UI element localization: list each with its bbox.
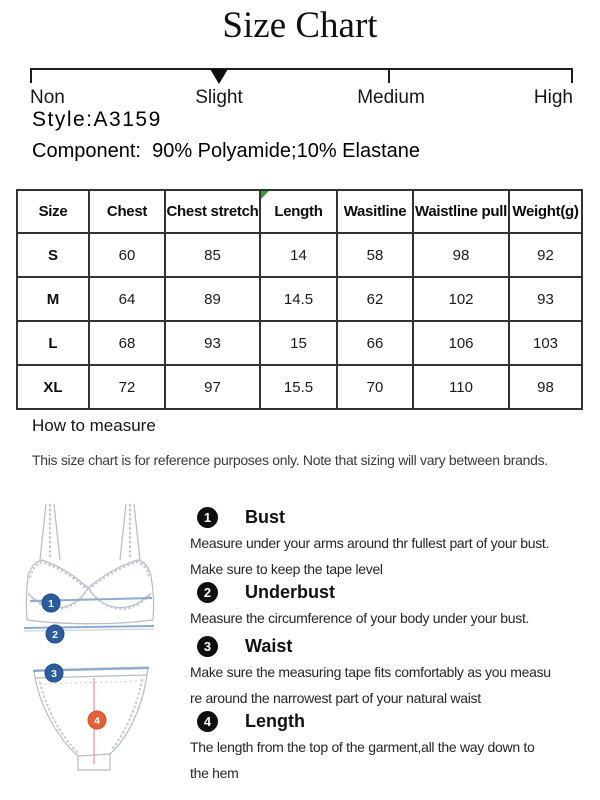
table-header-row: [17, 190, 582, 233]
cell-waistline-pull: 106: [413, 321, 509, 365]
cell-length: 15.5: [260, 365, 337, 409]
step-waist: [190, 635, 592, 711]
corner-flag-icon: [261, 191, 269, 199]
step-text-line: Make sure the measuring tape fits comfortably as you measu: [190, 664, 551, 680]
scale-label-slight: Slight: [195, 87, 243, 108]
cell-chest: 68: [89, 321, 165, 365]
cell-waistline: 62: [337, 277, 413, 321]
cell-chest: 64: [89, 277, 165, 321]
cell-size: XL: [17, 365, 89, 409]
cell-chest-stretch: 93: [165, 321, 260, 365]
cell-weight: 103: [509, 321, 582, 365]
col-header-size: Size: [17, 190, 89, 233]
table-row-xl: [17, 365, 582, 409]
col-header-length-label: Length: [274, 203, 323, 220]
how-to-measure-heading: How to measure: [32, 416, 156, 435]
step-text-line: Make sure to keep the tape level: [190, 561, 383, 577]
step-bust: [190, 506, 592, 582]
cell-weight: 92: [509, 233, 582, 277]
step-text-line: the hem: [190, 765, 239, 781]
cell-waistline: 58: [337, 233, 413, 277]
cell-waistline-pull: 110: [413, 365, 509, 409]
scale-tick-right: [571, 68, 573, 83]
step-number-badge: 1: [197, 507, 218, 528]
cell-waistline-pull: 102: [413, 277, 509, 321]
step-number-badge: 3: [197, 636, 218, 657]
component-text: Component: 90% Polyamide;10% Elastane: [32, 140, 421, 162]
marker-1-num: 1: [48, 598, 54, 610]
step-text-line: re around the narrowest part of your natural waist: [190, 690, 481, 706]
step-title: Length: [245, 710, 305, 731]
marker-4-num: 4: [94, 715, 100, 727]
step-length: [190, 710, 592, 786]
table-row-s: [17, 233, 582, 277]
col-header-chest: Chest: [89, 190, 165, 233]
step-title: Bust: [245, 506, 285, 527]
step-text-line: Measure the circumference of your body under your bust.: [190, 610, 530, 626]
scale-tick-left: [30, 68, 32, 83]
cell-chest-stretch: 85: [165, 233, 260, 277]
cell-chest-stretch: 97: [165, 365, 260, 409]
cell-chest: 60: [89, 233, 165, 277]
cell-size: L: [17, 321, 89, 365]
marker-3-num: 3: [51, 668, 57, 680]
col-header-length: [260, 190, 337, 233]
step-number-badge: 4: [197, 711, 218, 732]
size-table: [16, 189, 583, 410]
step-title: Underbust: [245, 581, 335, 602]
cell-waistline: 66: [337, 321, 413, 365]
scale-line: [30, 68, 573, 70]
scale-label-medium: Medium: [357, 87, 425, 108]
cell-waistline: 70: [337, 365, 413, 409]
cell-size: S: [17, 233, 89, 277]
step-title: Waist: [245, 635, 293, 656]
table-row-l: [17, 321, 582, 365]
cell-length: 14.5: [260, 277, 337, 321]
underbust-line: [24, 626, 154, 628]
table-row-m: [17, 277, 582, 321]
cell-size: M: [17, 277, 89, 321]
scale-label-high: High: [533, 87, 573, 108]
garment-sketch: [24, 504, 154, 770]
step-text-line: Measure under your arms around thr fullest part of your bust.: [190, 535, 550, 551]
scale-tick-medium: [388, 68, 390, 83]
step-underbust: [190, 581, 592, 631]
cell-weight: 93: [509, 277, 582, 321]
cell-weight: 98: [509, 365, 582, 409]
cell-length: 14: [260, 233, 337, 277]
bra-panty-measurement-diagram: [20, 498, 170, 800]
cell-waistline-pull: 98: [413, 233, 509, 277]
cell-chest-stretch: 89: [165, 277, 260, 321]
scale-label-non: Non: [30, 87, 65, 108]
reference-note: This size chart is for reference purposes only. Note that sizing will vary between brands.: [32, 452, 548, 468]
cell-length: 15: [260, 321, 337, 365]
col-header-chest-stretch: Chest stretch: [165, 190, 260, 233]
page-title: Size Chart: [222, 5, 378, 46]
slider-pointer-icon: [210, 69, 228, 84]
step-text-line: The length from the top of the garment,all the way down to: [190, 739, 535, 755]
step-number-badge: 2: [197, 582, 218, 603]
cell-chest: 72: [89, 365, 165, 409]
style-number: Style:A3159: [32, 108, 162, 131]
col-header-weight: Weight(g): [509, 190, 582, 233]
marker-2-num: 2: [52, 629, 58, 641]
col-header-waistline-pull: Waistline pull: [413, 190, 509, 233]
col-header-waistline: Wasitline: [337, 190, 413, 233]
